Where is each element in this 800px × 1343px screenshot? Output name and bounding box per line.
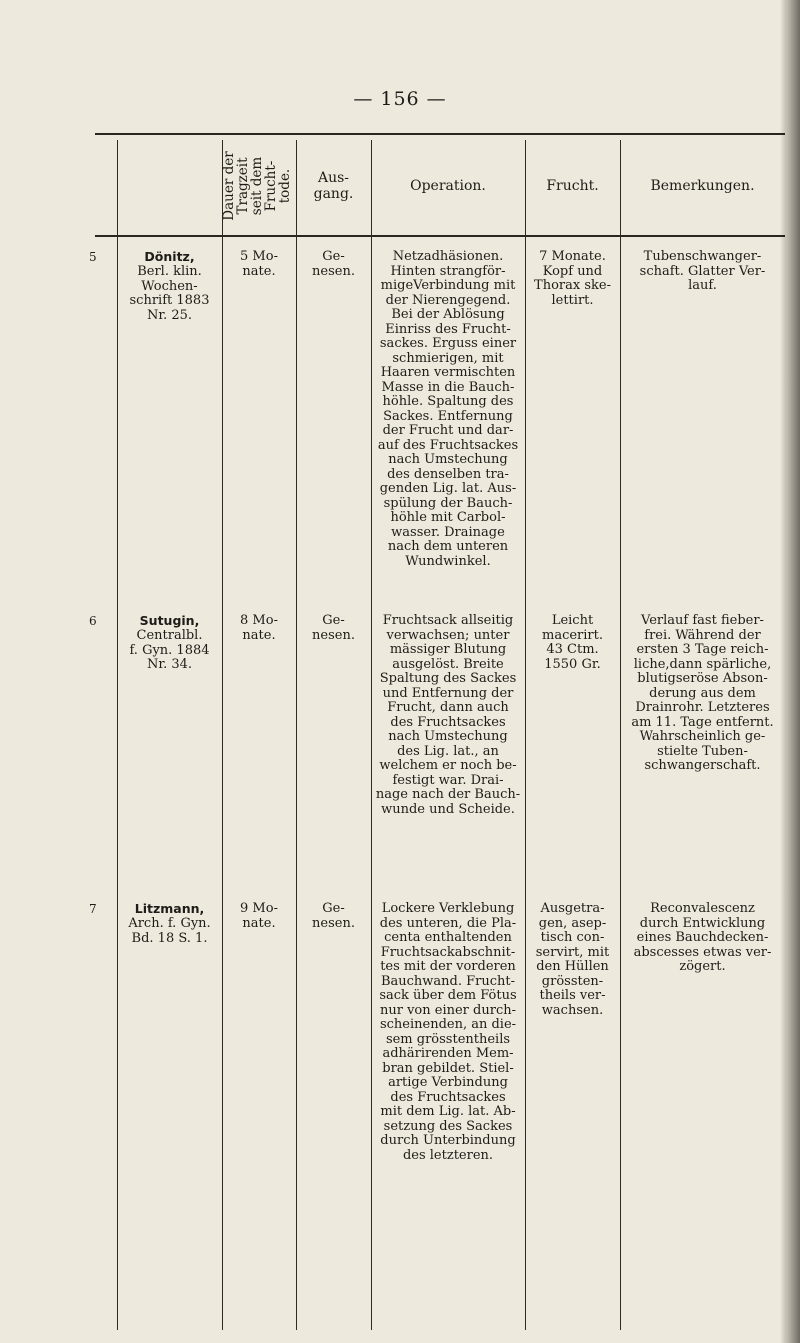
source-reference: Arch. f. Gyn. Bd. 18 S. 1. bbox=[128, 916, 211, 946]
outcome-value: Ge- nesen. bbox=[312, 613, 355, 643]
header-duration-text: Dauer der Tragzeit seit dem Frucht- tode. bbox=[221, 151, 293, 221]
column-divider bbox=[222, 140, 223, 1330]
operation-text: Fruchtsack allseitig verwachsen; unter mässiger Blutung ausgelöst. Breite Spaltung des Sackes und Entfernung der Frucht, dann auch des Fruchtsackes nach Umstechung des Lig. lat., an welchem er noch be- festigt war. Drai- nage nach der Bauch- wunde und Scheide. bbox=[375, 613, 521, 817]
column-divider bbox=[296, 140, 297, 1330]
header-fetus: Frucht. bbox=[546, 178, 599, 194]
page-number: — 156 — bbox=[353, 88, 447, 110]
header-outcome: Aus- gang. bbox=[313, 170, 354, 202]
table-top-rule bbox=[95, 133, 785, 135]
source-reference: Centralbl. f. Gyn. 1884 Nr. 34. bbox=[129, 628, 210, 672]
duration-value: 9 Mo- nate. bbox=[240, 901, 278, 931]
table-header-rule bbox=[95, 235, 785, 237]
header-remarks: Bemerkungen. bbox=[650, 178, 755, 194]
remarks-text: Verlauf fast fieber- frei. Während der ersten 3 Tage reich- liche,dann spärliche, blutigseröse Abson- derung aus dem Drainrohr. Letzteres am 11. Tage entfernt. Wahrscheinlich ge- stielte Tuben- schwangerschaft. bbox=[631, 613, 774, 773]
header-operation: Operation. bbox=[410, 178, 486, 194]
operation-text: Netzadhäsionen. Hinten strangför- migeVerbindung mit der Nierengegend. Bei der Ablösung Einriss des Frucht- sackes. Erguss einer schmierigen, mit Haaren vermischten Masse in die Bauch- höhle. Spaltung des Sackes. Entfernung der Frucht und dar- auf des Fruchtsackes nach Umstechung des denselben tra- genden Lig. lat. Aus- spülung der Bauch- höhle mit Carbol- wasser. Drainage nach dem unteren Wundwinkel. bbox=[377, 249, 519, 569]
column-divider bbox=[525, 140, 526, 1330]
header-duration bbox=[222, 140, 292, 232]
source-reference: Berl. klin. Wochen- schrift 1883 Nr. 25. bbox=[129, 264, 210, 323]
duration-value: 5 Mo- nate. bbox=[240, 249, 278, 279]
fetus-text: Ausgetra- gen, asep- tisch con- servirt, mit den Hüllen grössten- theils ver- wachsen. bbox=[535, 901, 610, 1018]
source-author: Sutugin, bbox=[139, 613, 200, 628]
source-author: Litzmann, bbox=[134, 901, 205, 916]
source-author: Dönitz, bbox=[144, 249, 195, 264]
outcome-value: Ge- nesen. bbox=[312, 901, 355, 931]
operation-text: Lockere Verklebung des unteren, die Pla- centa enthaltenden Fruchtsackabschnit- tes mit der vorderen Bauchwand. Frucht- sack über dem Fötus nur von einer durch- scheinenden, an die- sem grösstentheils adhärirenden Mem- bran gebildet. Stiel- artige Verbindung des Fruchtsackes mit dem Lig. lat. Ab- setzung des Sackes durch Unterbindung des letzteren. bbox=[379, 901, 517, 1163]
remarks-text: Tubenschwanger- schaft. Glatter Ver- lauf. bbox=[639, 249, 766, 293]
fetus-text: Leicht macerirt. 43 Ctm. 1550 Gr. bbox=[542, 613, 603, 672]
fetus-text: 7 Monate. Kopf und Thorax ske- lettirt. bbox=[534, 249, 611, 308]
row-number: 5 bbox=[89, 250, 97, 264]
remarks-text: Reconvalescenz durch Entwicklung eines Bauchdecken- abscesses etwas ver- zögert. bbox=[633, 901, 772, 974]
row-number: 7 bbox=[89, 902, 97, 916]
outcome-value: Ge- nesen. bbox=[312, 249, 355, 279]
row-number: 6 bbox=[89, 614, 97, 628]
duration-value: 8 Mo- nate. bbox=[240, 613, 278, 643]
adjacent-page-edge bbox=[786, 0, 800, 1343]
